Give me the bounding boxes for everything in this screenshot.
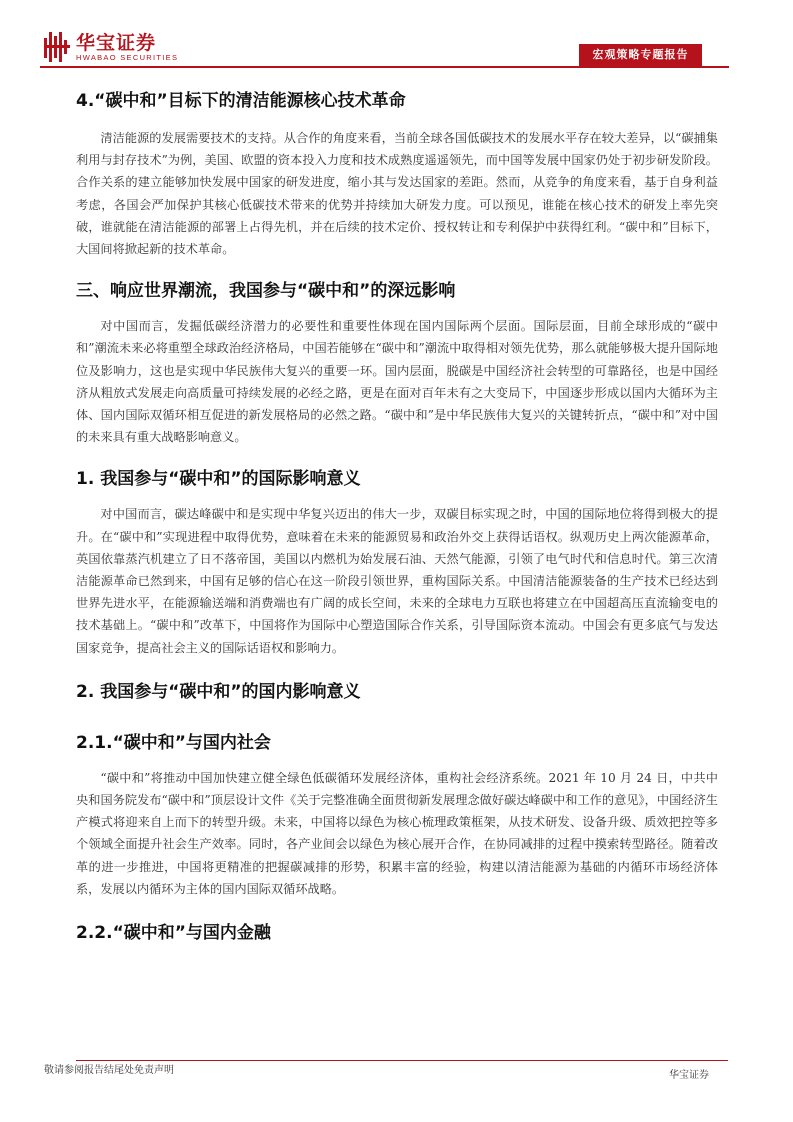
footer-company: 华宝证券 xyxy=(669,1070,709,1081)
section-heading: 1. 我国参与“碳中和”的国际影响意义 xyxy=(76,469,361,490)
section-heading: 4.“碳中和”目标下的清洁能源核心技术革命 xyxy=(76,91,406,111)
header-divider xyxy=(40,66,729,68)
document-body xyxy=(76,78,718,943)
section-heading: 2.2.“碳中和”与国内金融 xyxy=(76,923,271,944)
logo-english-name: HWABAO SECURITIES xyxy=(76,52,179,62)
section-heading: 三、响应世界潮流，我国参与“碳中和”的深远影响 xyxy=(76,281,456,302)
section-heading: 2.1.“碳中和”与国内社会 xyxy=(76,732,271,753)
body-paragraph: “碳中和”将推动中国加快建立健全绿色低碳循环发展经济体，重构社会经济系统。2021 年 10 月 24 日，中共中央和国务院发布“碳中和”顶层设计文件《关于完整准确全面贯彻新发展理念做好碳达峰碳中和工作的意见》，中国经济生产模式将迎来自上而下的转型升级。未来，中国将以绿色为核心梳理政策框架，从技术研发、设备升级、质效把控等多个领域全面提升社会生产效率。同时，各产业间会以绿色为核心展开合作，在协同减排的过程中摸索转型路径。随着改革的进一步推进，中国将更精准的把握碳减排的形势，积累丰富的经验，构建以清洁能源为基础的内循环市场经济体系，发展以内循环为主体的国内国际双循环战略。 xyxy=(76,770,718,896)
footer-disclaimer: 敬请参阅报告结尾处免责声明 xyxy=(44,1065,174,1076)
logo-icon xyxy=(44,32,70,62)
company-logo xyxy=(44,32,178,62)
logo-chinese-name: 华宝证券 xyxy=(76,31,157,54)
page-header xyxy=(0,0,793,72)
body-paragraph: 对中国而言，发掘低碳经济潜力的必要性和重要性体现在国内国际两个层面。国际层面，目前全球形成的“碳中和”潮流未来必将重塑全球政治经济格局，中国若能够在“碳中和”潮流中取得相对领先优势，那么就能够极大提升国际地位及影响力，这也是实现中华民族伟大复兴的重要一环。国内层面，脱碳是中国经济社会转型的可靠路径，也是中国经济从粗放式发展走向高质量可持续发展的必经之路，更是在面对百年未有之大变局下，中国逐步形成以国内大循环为主体、国内国际双循环相互促进的新发展格局的必然之路。“碳中和”是中华民族伟大复兴的关键转折点，“碳中和”对中国的未来具有重大战略影响意义。 xyxy=(76,319,718,445)
body-paragraph: 清洁能源的发展需要技术的支持。从合作的角度来看，当前全球各国低碳技术的发展水平存在较大差异，以“碳捕集利用与封存技术”为例，美国、欧盟的资本投入力度和技术成熟度遥遥领先，而中国等发展中国家仍处于初步研发阶段。合作关系的建立能够加快发展中国家的研发进度，缩小其与发达国家的差距。然而，从竞争的角度来看，基于自身利益考虑，各国会严加保护其核心低碳技术带来的优势并持续加大研发力度。可以预见，谁能在核心技术的研发上率先突破，谁就能在清洁能源的部署上占得先机，并在后续的技术定价、授权转让和专利保护中获得红利。“碳中和”目标下，大国间将掀起新的技术革命。 xyxy=(76,131,718,257)
report-type-tag: 宏观策略专题报告 xyxy=(579,44,702,66)
body-paragraph: 对中国而言，碳达峰碳中和是实现中华复兴迈出的伟大一步，双碳目标实现之时，中国的国际地位将得到极大的提升。在“碳中和”实现进程中取得优势，意味着在未来的能源贸易和政治外交上获得话语权。纵观历史上两次能源革命，英国依靠蒸汽机建立了日不落帝国，美国以内燃机为始发展石油、天然气能源，引领了电气时代和信息时代。第三次清洁能源革命已然到来，中国有足够的信心在这一阶段引领世界，重构国际关系。中国清洁能源装备的生产技术已经达到世界先进水平，在能源输送端和消费端也有广阔的成长空间，未来的全球电力互联也将建立在中国超高压直流输变电的技术基础上。“碳中和”改革下，中国将作为国际中心塑造国际合作关系，引导国际资本流动。中国会有更多底气与发达国家竞争，提高社会主义的国际话语权和影响力。 xyxy=(76,507,718,655)
section-heading: 2. 我国参与“碳中和”的国内影响意义 xyxy=(76,681,361,702)
